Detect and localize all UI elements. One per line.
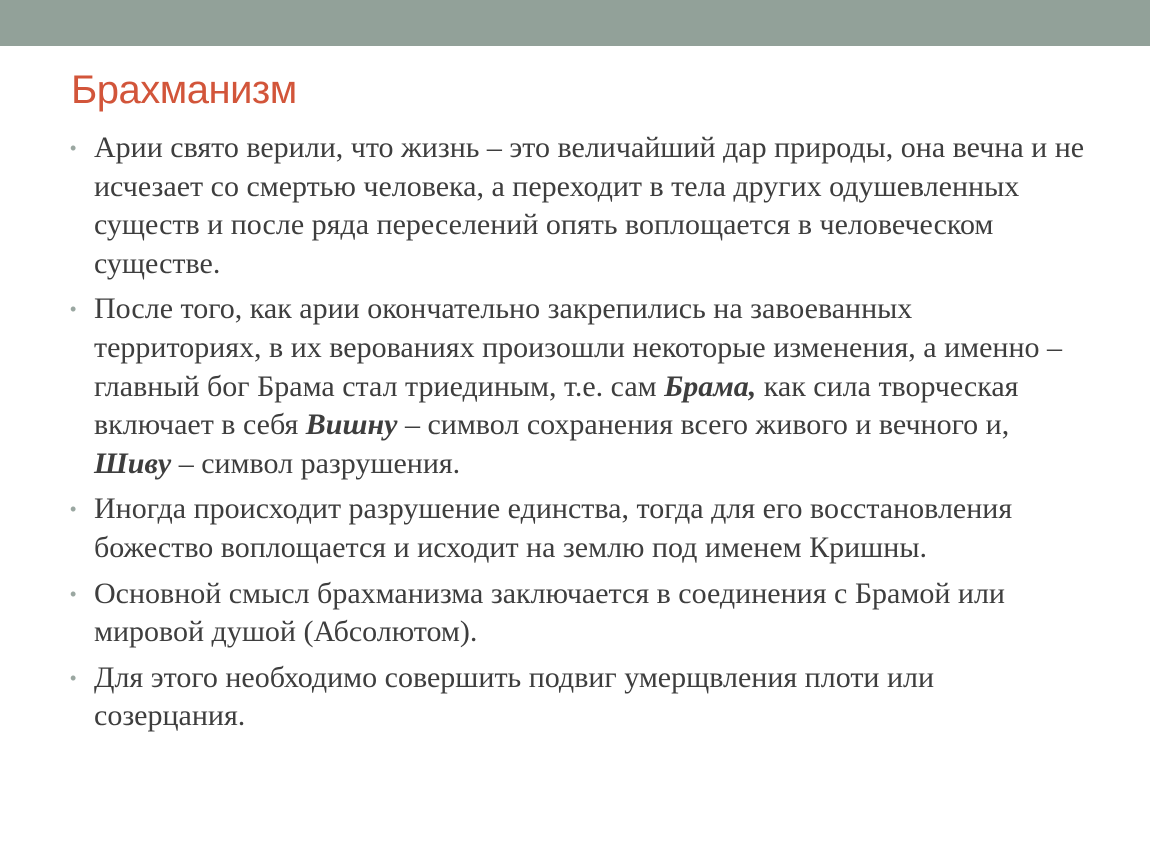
bullet-item [70,129,1085,283]
bullet-item [70,490,1085,567]
bullet-dot-icon: • [70,138,77,158]
bullet-text-part: После того, как арии окончательно закрепились на завоеванных территориях, в их верованиях произошли некоторые изменения, а именно – главный бог Брама стал триединым, т.е. сам [94,292,1063,403]
bullet-text: Основной смысл брахманизма заключается в соединения с Брамой или мировой душой (Абсолютом). [94,576,1005,649]
bullet-item [70,659,1085,736]
bullet-item [70,290,1085,483]
bullet-dot-icon: • [70,667,77,688]
top-accent-bar [0,0,1150,46]
bullet-text: Арии свято верили, что жизнь – это величайший дар природы, она вечна и не исчезает со смертью человека, а переходит в тела других одушевленных существ и после ряда переселений опять воплощается в человеческом существе. [94,131,1085,280]
bullet-dot-icon: • [70,583,77,604]
bullet-text-part: – символ разрушения. [171,446,461,480]
bullet-text-part: как сила творческая включает в себя [94,369,1019,442]
bullet-item [70,575,1085,652]
bullet-text: Для этого необходимо совершить подвиг умерщвления плоти или созерцания. [94,660,935,733]
bullet-list [70,129,1085,743]
slide-title: Брахманизм [71,68,297,112]
bullet-text: Иногда происходит разрушение единства, тогда для его восстановления божество воплощается и исходит на землю под именем Кришны. [94,492,1013,564]
bullet-dot-icon: • [70,299,77,320]
bullet-dot-icon: • [70,499,77,520]
emphasis-shiva: Шиву [94,446,172,480]
emphasis-vishnu: Вишну [305,408,398,442]
emphasis-brahma: Брама, [664,369,757,403]
bullet-text-part: – символ сохранения всего живого и вечного и, [397,408,1010,442]
